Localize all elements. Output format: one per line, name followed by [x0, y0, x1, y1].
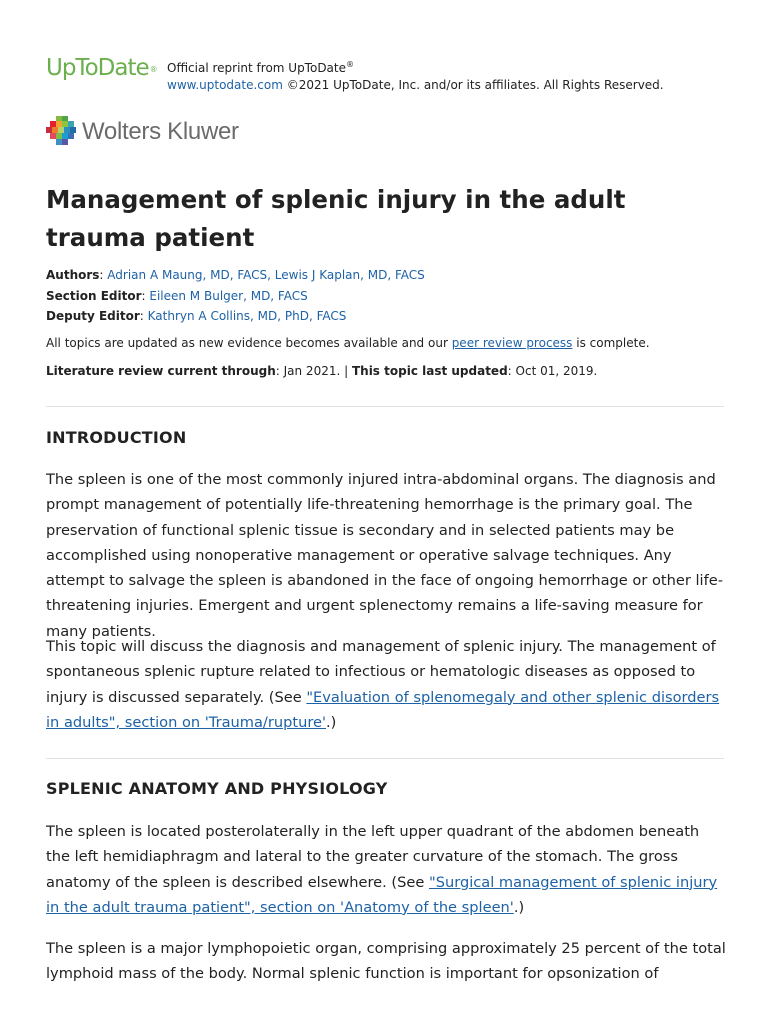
literature-review-status: Literature review current through: Jan 2021. | This topic last updated: Oct 01, 2019.	[46, 364, 598, 378]
wolters-kluwer-mosaic-icon	[46, 116, 78, 148]
reprint-line: Official reprint from UpToDate	[167, 61, 346, 75]
authors-link[interactable]: Adrian A Maung, MD, FACS, Lewis J Kaplan, MD, FACS	[107, 268, 425, 282]
reprint-notice: Official reprint from UpToDate® www.uptodate.com ©2021 UpToDate, Inc. and/or its affiliates. All Rights Reserved.	[167, 60, 664, 92]
section-editor-link[interactable]: Eileen M Bulger, MD, FACS	[149, 288, 308, 303]
splenomegaly-topic-link[interactable]: "Evaluation of splenomegaly and other splenic disorders in adults", section on 'Trauma/rupture'	[46, 688, 720, 731]
anatomy-paragraph-1: The spleen is located posterolaterally in the left upper quadrant of the abdomen beneath the left hemidiaphragm and lateral to the greater curvature of the stomach. The gross anatomy of the spleen is described elsewhere. (See "Surgical management of splenic injury in the adult trauma patient", section on 'Anatomy of the spleen'.)	[46, 823, 718, 916]
surgical-management-topic-link[interactable]: "Surgical management of splenic injury in the adult trauma patient", section on 'Anatomy of the spleen'	[46, 873, 718, 916]
article-title: Management of splenic injury in the adult trauma patient	[46, 185, 626, 252]
page-header	[46, 54, 664, 92]
article-credits	[46, 265, 425, 327]
introduction-paragraph-2: This topic will discuss the diagnosis and management of splenic injury. The management of spontaneous splenic rupture related to infectious or hematologic diseases as opposed to injury is discussed separately. (See "Evaluation of splenomegaly and other splenic disorders in adults", section on 'Trauma/rupture'.)	[46, 638, 720, 731]
section-heading-anatomy: SPLENIC ANATOMY AND PHYSIOLOGY	[46, 779, 388, 798]
introduction-paragraph-1: The spleen is one of the most commonly injured intra-abdominal organs. The diagnosis and prompt management of potentially life-threatening hemorrhage is the primary goal. The preservation of functional splenic tissue is secondary and in selected patients may be accomplished using nonoperative management or operative salvage techniques. Any attempt to salvage the spleen is abandoned in the face of ongoing hemorrhage or other life-threatening injuries. Emergent and urgent splenectomy remains a life-saving measure for many patients.	[46, 471, 723, 640]
update-note: All topics are updated as new evidence becomes available and our peer review process is complete.	[46, 336, 650, 350]
publisher-name: Wolters Kluwer	[82, 118, 239, 145]
wolters-kluwer-logo	[46, 116, 239, 148]
section-divider	[46, 406, 724, 407]
anatomy-paragraph-2: The spleen is a major lymphopoietic organ, comprising approximately 25 percent of the total lymphoid mass of the body. Normal splenic function is important for opsonization of	[46, 940, 726, 983]
peer-review-link[interactable]: peer review process	[451, 336, 573, 350]
deputy-editor-link[interactable]: Kathryn A Collins, MD, PhD, FACS	[147, 309, 347, 323]
authors-row: Authors: Adrian A Maung, MD, FACS, Lewis J Kaplan, MD, FACS	[46, 268, 425, 282]
section-editor-row: Section Editor: Eileen M Bulger, MD, FACS	[46, 288, 308, 303]
deputy-editor-row: Deputy Editor: Kathryn A Collins, MD, PhD, FACS	[46, 309, 347, 323]
copyright-text: ©2021 UpToDate, Inc. and/or its affiliates. All Rights Reserved.	[282, 78, 664, 92]
uptodate-logo: UpToDate®	[46, 55, 157, 81]
section-divider	[46, 758, 724, 759]
section-heading-introduction: INTRODUCTION	[46, 428, 187, 447]
uptodate-site-link[interactable]: www.uptodate.com	[167, 78, 283, 92]
